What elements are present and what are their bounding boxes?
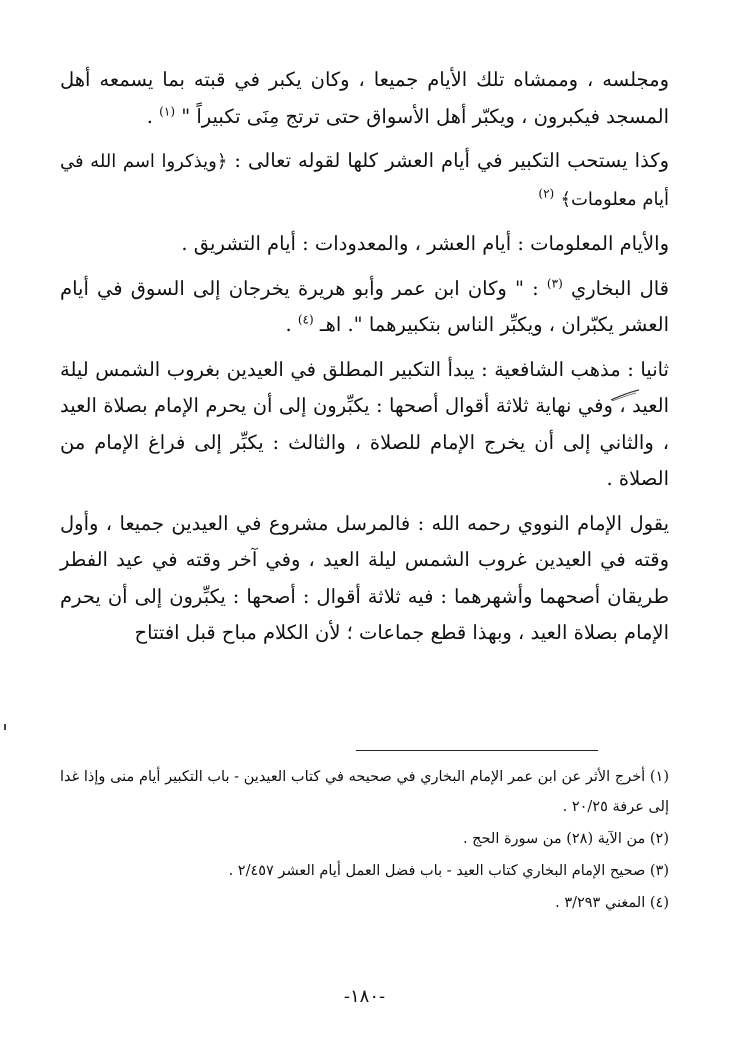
paragraph-4-quote: : " وكان ابن عمر وأبو هريرة يخرجان إلى السوق في أيام العشر يكبّران ، ويكبِّر الناس بتكبيرهما ". اهـ: [60, 276, 669, 336]
scan-edge-mark: [4, 724, 6, 730]
footnote-ref-4: (٤): [297, 312, 314, 327]
paragraph-1-text: ومجلسه ، وممشاه تلك الأيام جميعا ، وكان يكبر في قبته بما يسمعه أهل المسجد فيكبرون ، ويكبّر أهل الأسواق حتى ترتج مِنَى تكبيراً ": [60, 68, 669, 128]
handwritten-margin-mark: [610, 388, 640, 402]
paragraph-4-end: .: [285, 313, 292, 336]
paragraph-1-end: .: [146, 104, 153, 128]
paragraph-5-text: ثانيا : مذهب الشافعية : يبدأ التكبير المطلق في العيدين بغروب الشمس ليلة العيد ، وفي نهاية ثلاثة أقوال أصحها : يكبِّرون إلى أن يحرم الإمام بصلاة العيد ، والثاني إلى أن يخرج الإمام للصلاة ، والثالث : يكبِّر إلى فراغ الإمام من الصلاة .: [60, 357, 669, 490]
footnote-ref-3: (٣): [546, 276, 563, 290]
footnote-1: (١) أخرج الأثر عن ابن عمر الإمام البخاري في صحيحه في كتاب العيدين - باب التكبير أيام منى وإذا غدا إلى عرفة ٢٠/٢٥ .: [60, 769, 669, 815]
footnote-4: (٤) المغني ٣/٢٩٣ .: [555, 895, 669, 911]
paragraph-1: [60, 62, 669, 135]
footnote-3: (٣) صحيح الإمام البخاري كتاب العيد - باب فضل العمل أيام العشر ٢/٤٥٧ .: [228, 863, 669, 879]
footnote-ref-1: (١): [159, 104, 175, 118]
quran-quote: ﴿ويذكروا اسم الله في أيام معلومات﴾: [60, 151, 669, 210]
footnote-2: (٢) من الآية (٢٨) من سورة الحج .: [462, 831, 669, 847]
paragraph-5: [60, 352, 669, 498]
paragraph-2: [60, 143, 669, 218]
paragraph-3-text: والأيام المعلومات : أيام العشر ، والمعدودات : أيام التشريق .: [181, 232, 669, 255]
paragraph-6: [60, 506, 669, 652]
paragraph-6-text: يقول الإمام النووي رحمه الله : فالمرسل مشروع في العيدين جميعا ، وأول وقته في العيدين غروب الشمس ليلة العيد ، وفي آخر وقته في عيد الفطر طريقان أصحهما وأشهرهما : فيه ثلاثة أقوال : أصحها : يكبِّرون إلى أن يحرم الإمام بصلاة العيد ، وبهذا قطع جماعات ؛ لأن الكلام مباح قبل افتتاح: [60, 511, 669, 644]
paragraph-4-text: قال البخاري: [570, 276, 670, 300]
footnote-ref-2: (٢): [538, 186, 555, 200]
paragraph-2-text: وكذا يستحب التكبير في أيام العشر كلها لقوله تعالى :: [234, 149, 669, 172]
main-text: [60, 62, 669, 660]
page-number: -١٨٠-: [343, 986, 386, 1007]
footnotes: [60, 762, 669, 920]
paragraph-4: [60, 271, 669, 344]
footnote-separator: [356, 750, 598, 751]
paragraph-3: [60, 226, 669, 263]
